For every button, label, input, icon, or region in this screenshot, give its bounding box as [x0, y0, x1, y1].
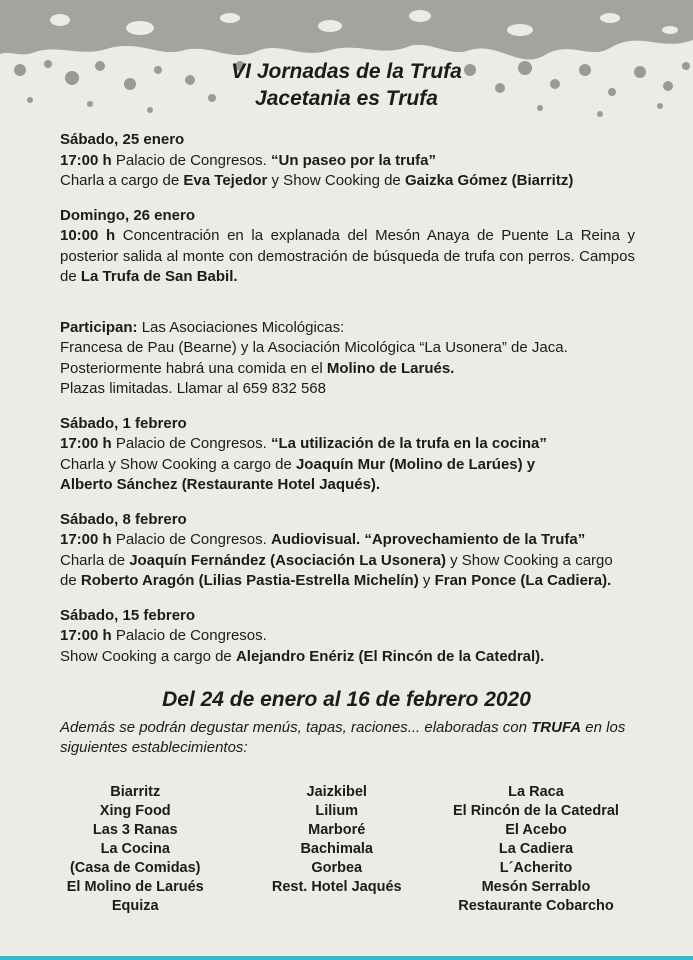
venue-column-2: [261, 783, 411, 916]
venue-item: La Raca: [508, 784, 564, 800]
venue-item: La Cadiera: [498, 841, 574, 857]
event-day: Sábado, 15 febrero: [60, 606, 196, 624]
venue-item: Mesón Serrablo: [481, 879, 591, 895]
speaker-name: Eva Tejedor: [183, 172, 268, 189]
event-talk: Audiovisual. “Aprovechamiento de la Trufa”: [270, 531, 586, 548]
participants-line: Francesa de Pau (Bearne) y la Asociación Micológica “La Usonera” de Jaca.: [60, 339, 568, 356]
meal-text: Posteriormente habrá una comida en el: [60, 359, 323, 377]
event-day: Sábado, 8 febrero: [60, 510, 187, 528]
event-jan-26: [60, 206, 635, 288]
reservation-info: Plazas limitadas. Llamar al 659 832 568: [60, 380, 326, 397]
event-text: Charla de: [60, 551, 126, 569]
program-list: [60, 130, 635, 681]
venue-item: Equiza: [111, 898, 159, 914]
establishments-intro: [60, 718, 640, 758]
meal-place: Molino de Larués.: [326, 359, 455, 377]
venue-column-1: [60, 783, 210, 916]
intro-text: Además se podrán degustar menús, tapas, raciones... elaboradas con: [60, 719, 527, 736]
event-text: de: [60, 572, 77, 589]
event-feb-8: [60, 510, 635, 592]
venue-item: Biarritz: [110, 784, 161, 800]
event-text: Charla a cargo de: [60, 172, 180, 189]
event-time: 10:00 h: [60, 227, 116, 244]
event-feb-1: [60, 414, 635, 496]
venue-item: Restaurante Cobarcho: [458, 898, 614, 914]
venue-item: L´Acherito: [499, 860, 573, 876]
speaker-name: Alejandro Enériz (El Rincón de la Catedral).: [235, 647, 545, 665]
venue-item: Lilium: [315, 803, 359, 819]
event-place-bold: La Trufa de San Babil.: [80, 268, 238, 285]
event-time: 17:00 h: [60, 435, 112, 452]
speaker-name: Alberto Sánchez (Restaurante Hotel Jaqués).: [60, 476, 381, 493]
participan-label: Participan:: [60, 318, 138, 336]
speaker-name: Fran Ponce (La Cadiera).: [434, 572, 612, 589]
venue-item: Bachimala: [300, 841, 373, 857]
event-description: Concentración en la explanada del Mesón Anaya de Puente La Reina y posterior salida al monte con demostración de búsqueda de trufa con perros. Campos de: [60, 227, 636, 285]
event-text: Charla y Show Cooking a cargo de: [60, 455, 292, 473]
participants-block: [60, 318, 635, 400]
event-text: y Show Cooking a cargo: [450, 551, 613, 569]
venue-item: La Cocina: [100, 841, 170, 857]
participan-text: Las Asociaciones Micológicas:: [141, 318, 345, 336]
speaker-name: Roberto Aragón (Lilias Pastia-Estrella Michelín): [80, 572, 419, 589]
venue-item: El Rincón de la Catedral: [452, 803, 619, 819]
venue-item: Xing Food: [99, 803, 171, 819]
venue-item: Gorbea: [311, 860, 363, 876]
venue-item: Marboré: [308, 822, 366, 838]
event-day: Domingo, 26 enero: [60, 206, 196, 224]
speaker-name: Joaquín Fernández (Asociación La Usonera): [129, 551, 446, 569]
event-talk: “La utilización de la trufa en la cocina”: [270, 435, 547, 452]
event-time: 17:00 h: [60, 151, 112, 169]
venue-item: El Acebo: [505, 822, 567, 838]
event-day: Sábado, 1 febrero: [60, 414, 187, 432]
title-line-2: Jacetania es Trufa: [255, 87, 438, 110]
event-text: Show Cooking a cargo de: [60, 647, 232, 665]
event-talk: “Un paseo por la trufa”: [270, 151, 437, 169]
venue-item: El Molino de Larués: [66, 879, 204, 895]
title-block: [0, 58, 693, 112]
title-line-1: VI Jornadas de la Trufa: [231, 60, 462, 83]
establishments-list: [60, 783, 635, 916]
event-place: Palacio de Congresos.: [115, 435, 267, 452]
period-heading: Del 24 de enero al 16 de febrero 2020: [162, 688, 531, 711]
intro-highlight: TRUFA: [531, 719, 582, 736]
event-time: 17:00 h: [60, 627, 112, 644]
event-place: Palacio de Congresos.: [115, 531, 267, 548]
event-feb-15: [60, 606, 635, 668]
event-time: 17:00 h: [60, 531, 112, 548]
intro-text: en los siguientes establecimientos:: [60, 719, 626, 756]
event-jan-25: [60, 130, 635, 192]
venue-item: (Casa de Comidas): [69, 860, 201, 876]
accent-bottom-line: [0, 956, 693, 960]
speaker-name: Gaizka Gómez (Biarritz): [404, 172, 574, 189]
event-place: Palacio de Congresos.: [115, 151, 267, 169]
event-text: y: [422, 572, 431, 589]
event-day: Sábado, 25 enero: [60, 131, 185, 148]
venue-column-3: [437, 783, 635, 916]
venue-item: Rest. Hotel Jaqués: [271, 879, 402, 895]
event-text: y Show Cooking de: [271, 172, 401, 189]
event-place: Palacio de Congresos.: [115, 627, 267, 644]
speaker-name: Joaquín Mur (Molino de Larúes) y: [295, 455, 536, 473]
venue-item: Jaizkibel: [306, 784, 367, 800]
venue-item: Las 3 Ranas: [92, 822, 178, 838]
